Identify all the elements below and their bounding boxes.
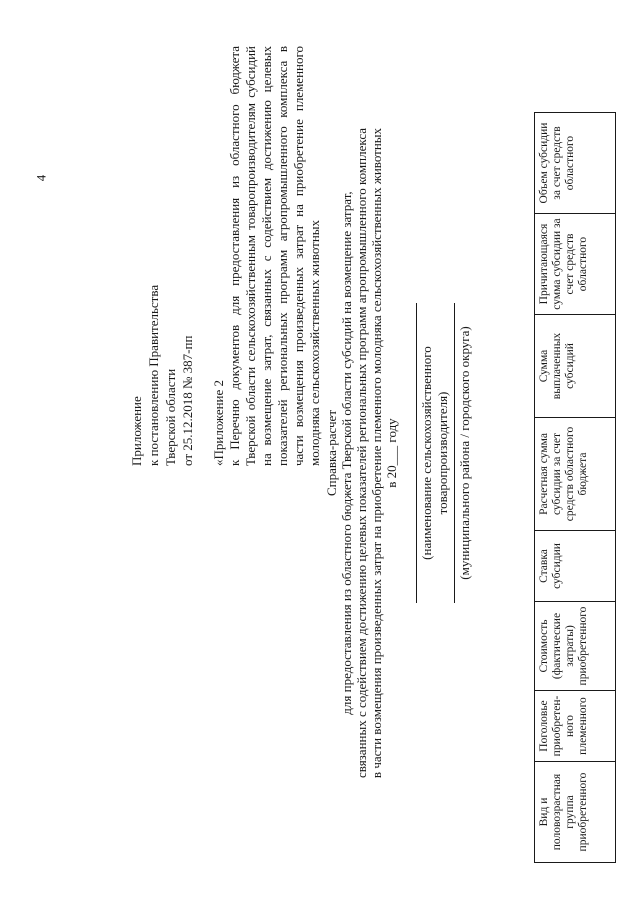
table-header: Расчетная сумма субсидии за счет средств областного бюджета (535, 417, 616, 530)
fill-in-block (416, 18, 492, 888)
table-header: Объем субсидии за счет средств областного (535, 112, 616, 213)
table-header: Стоимость (фактические затраты) приобретенного (535, 601, 616, 690)
table-header: Поголовье приобретен-ного племенного (535, 690, 616, 761)
title-line: в части возмещения произведенных затрат на приобретение племенного молодняка сельскохозяйственных животных (369, 127, 384, 778)
document-title (324, 18, 399, 888)
appendix2-body: к Перечню документов для предоставления из областного бюджета Тверской области сельскохозяйственным товаропроизводителям субсидий на возмещение затрат, связанных с содействием достижению целевых показателей региональных программ агропромышленного комплекса в части возмещения произведенных затрат на приобретение племенного молодняка сельскохозяйственных животных (227, 45, 322, 466)
title-line: связанных с содействием достижению целевых показателей региональных программ агропромышленного комплекса (354, 127, 369, 778)
producer-name-caption: (наименование сельскохозяйственного товаропроизводителя) (416, 303, 451, 603)
table-header: Причитающаяся сумма субсидии за счет средств областного (535, 213, 616, 314)
title-line: Справка-расчет (324, 409, 339, 496)
title-line: в 20___ году (384, 417, 399, 488)
approval-line: к постановлению Правительства (146, 284, 161, 466)
table-header: Сумма выплаченных субсидий (535, 314, 616, 417)
approval-line: Приложение (129, 395, 144, 466)
rotated-page-content (66, 18, 626, 888)
table-header: Ставка субсидии (535, 530, 616, 601)
calculation-table (534, 112, 616, 863)
approval-line: от 25.12.2018 № 387-пп (180, 335, 195, 466)
appendix2-block (210, 46, 323, 466)
approval-block (128, 45, 323, 888)
table-header-row (535, 112, 616, 862)
approval-line: Тверской области (163, 368, 178, 466)
title-line: для предоставления из областного бюджета Тверской области субсидий на возмещение затрат, (339, 190, 354, 715)
appendix2-heading: «Приложение 2 (211, 379, 226, 466)
table-header: Вид и половозрастная группа приобретенного (535, 761, 616, 862)
district-caption: (муниципального района / городского округа) (454, 303, 473, 603)
page-number: 4 (33, 174, 49, 182)
